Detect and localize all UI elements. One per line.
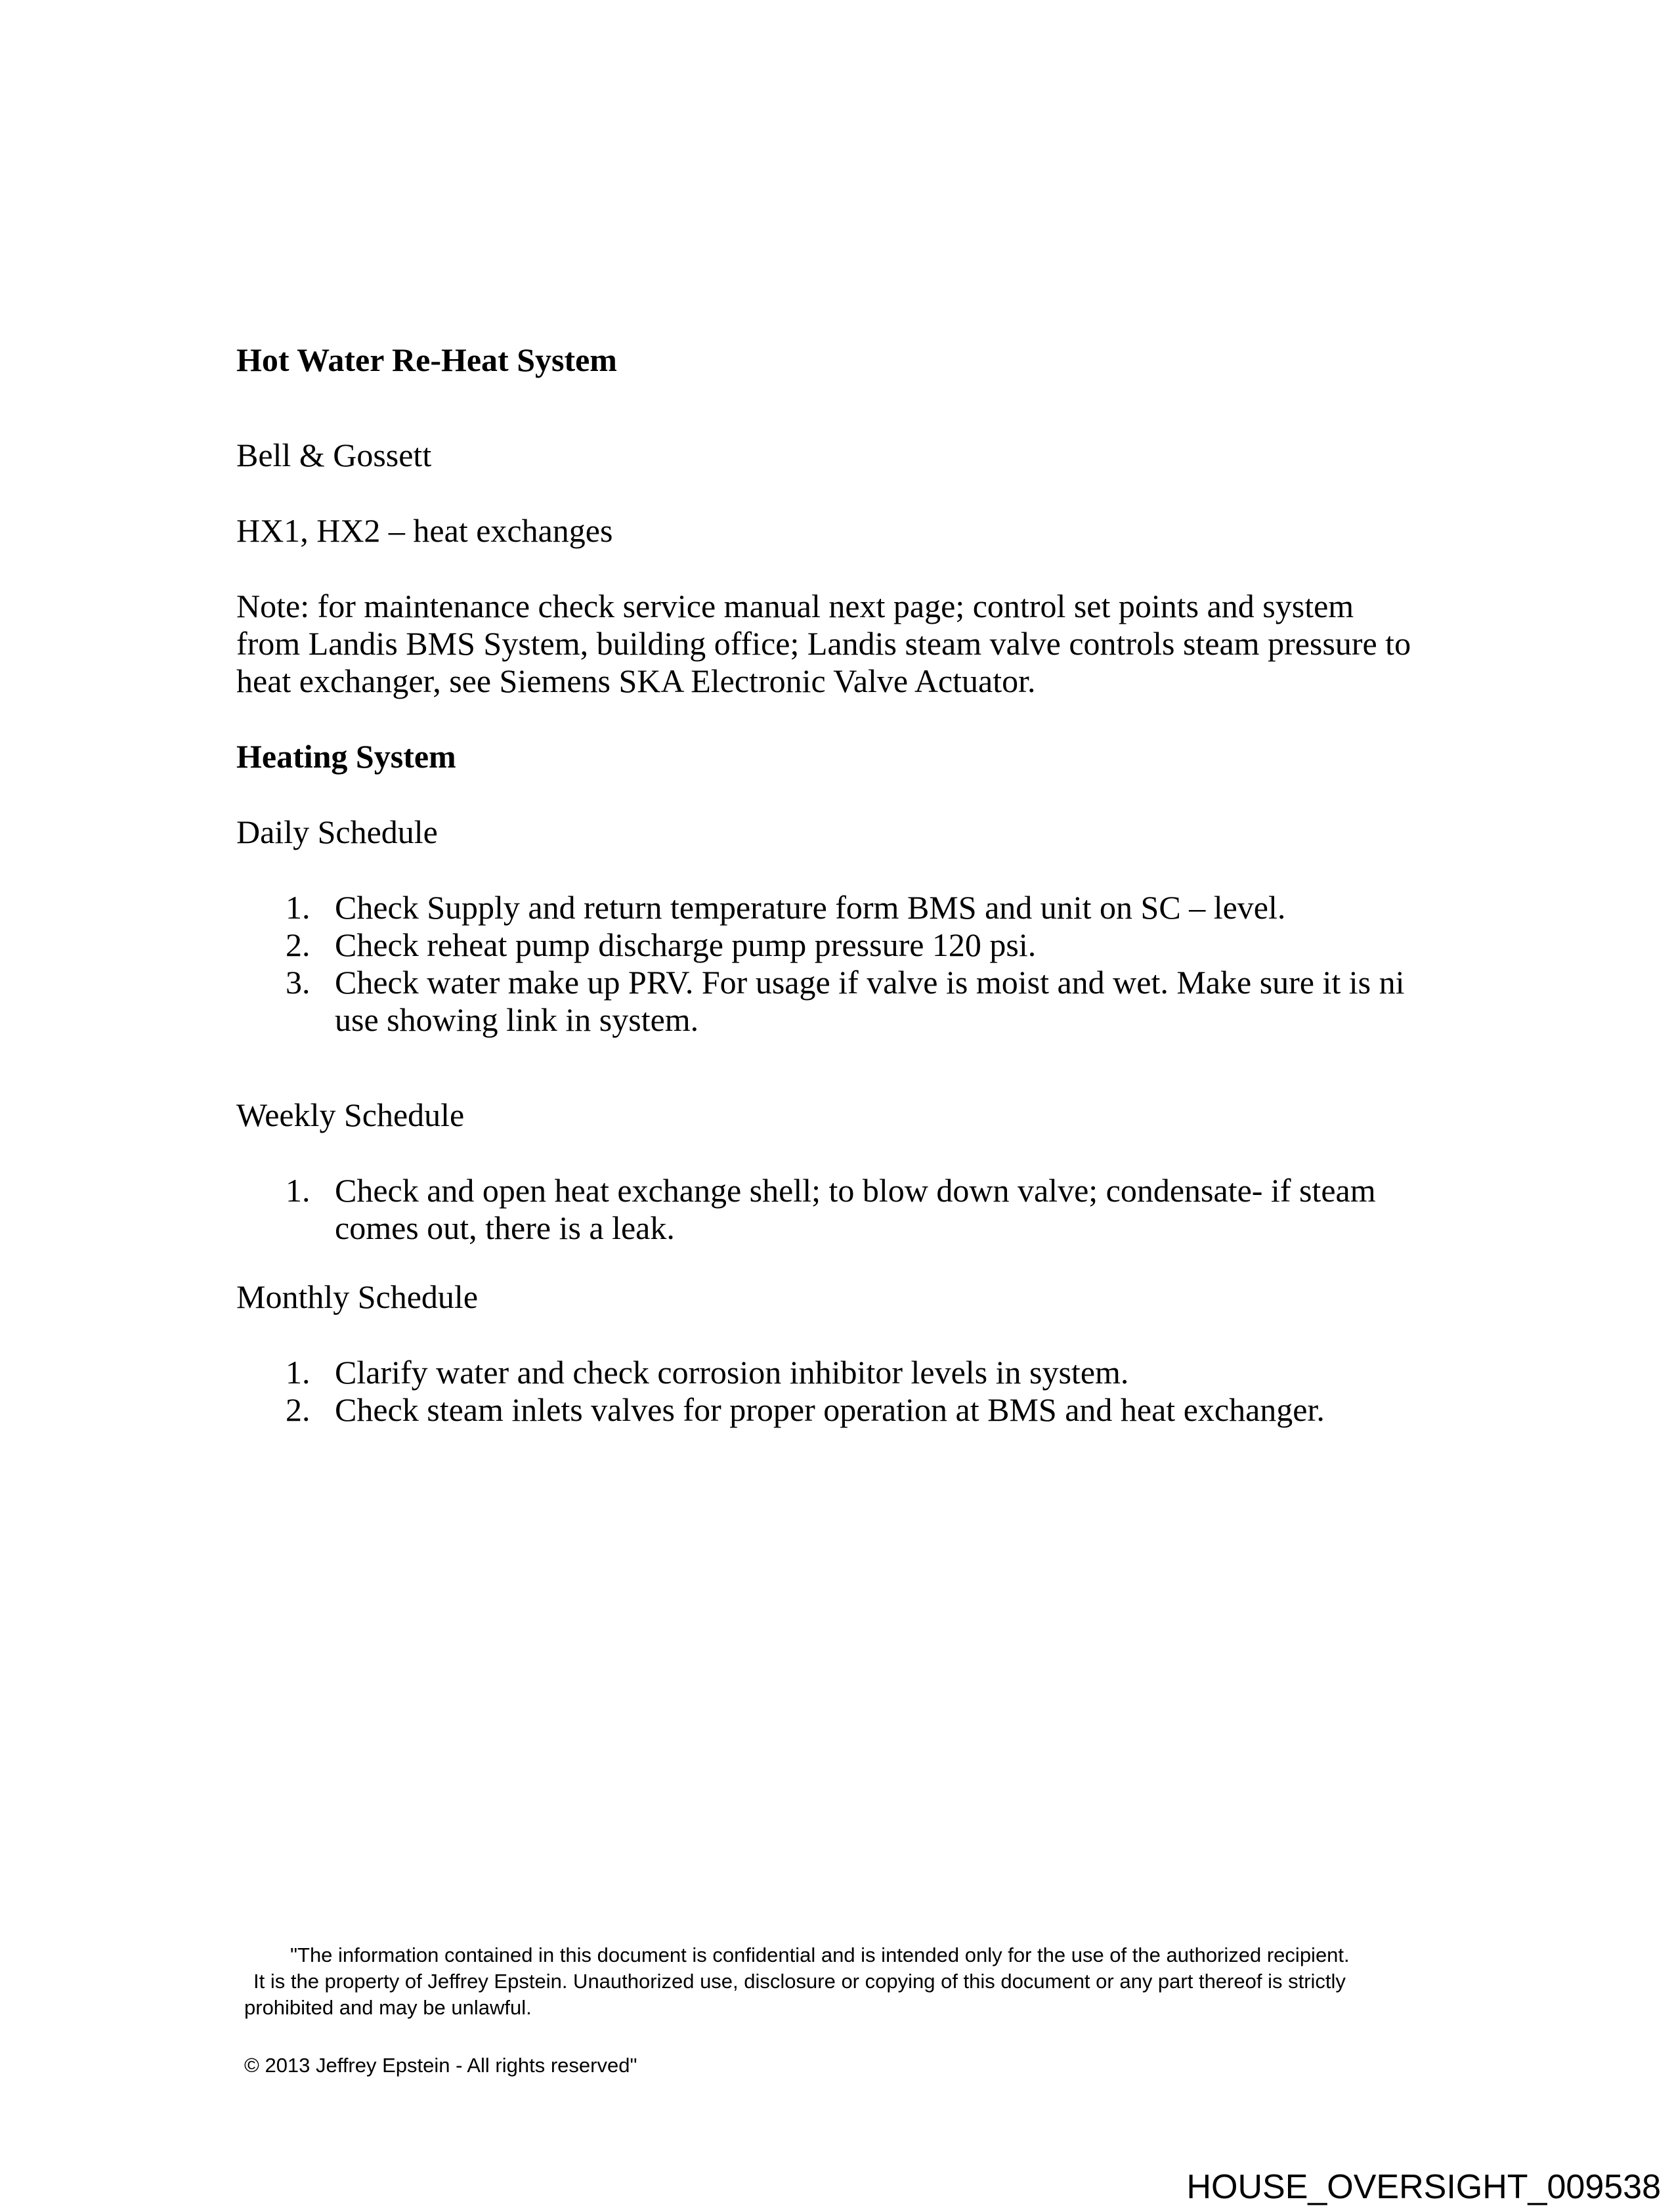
confidentiality-footer bbox=[244, 1942, 1419, 2079]
list-item-number: 1. bbox=[286, 1172, 311, 1209]
list-item-text: Check Supply and return temperature form BMS and unit on SC – level. bbox=[335, 889, 1286, 926]
list-item-text: Check steam inlets valves for proper operation at BMS and heat exchanger. bbox=[335, 1391, 1325, 1428]
list-item bbox=[236, 1354, 1470, 1391]
list-item bbox=[236, 926, 1470, 964]
list-item bbox=[236, 964, 1470, 1039]
daily-schedule-list bbox=[236, 889, 1470, 1039]
monthly-schedule-heading: Monthly Schedule bbox=[236, 1278, 479, 1315]
note-line-2: from Landis BMS System, building office; Landis steam valve controls steam pressure to bbox=[236, 625, 1411, 662]
list-item-text: Check reheat pump discharge pump pressure 120 psi. bbox=[335, 926, 1037, 963]
monthly-schedule-list bbox=[236, 1354, 1470, 1429]
heating-system-heading: Heating System bbox=[236, 738, 456, 775]
disclaimer-line-1: "The information contained in this document is confidential and is intended only for the use of the authorized recipient. bbox=[290, 1943, 1350, 1966]
equipment-line: HX1, HX2 – heat exchanges bbox=[236, 512, 613, 549]
disclaimer-line-2: It is the property of Jeffrey Epstein. Unauthorized use, disclosure or copying of this document or any part thereof is strictly bbox=[253, 1970, 1346, 1993]
weekly-schedule-list bbox=[236, 1172, 1470, 1247]
note-line-1: Note: for maintenance check service manual next page; control set points and system bbox=[236, 588, 1354, 624]
manufacturer-line: Bell & Gossett bbox=[236, 437, 432, 473]
list-item-number: 2. bbox=[286, 926, 311, 963]
note-paragraph bbox=[236, 588, 1470, 700]
copyright-line: © 2013 Jeffrey Epstein - All rights reserved" bbox=[244, 2054, 637, 2077]
disclaimer-line-3: prohibited and may be unlawful. bbox=[244, 1996, 532, 2019]
list-item-number: 3. bbox=[286, 964, 311, 1001]
list-item-number: 1. bbox=[286, 889, 311, 926]
page-title: Hot Water Re-Heat System bbox=[236, 341, 617, 378]
list-item-text: Check water make up PRV. For usage if valve is moist and wet. Make sure it is ni use showing link in system. bbox=[335, 964, 1405, 1038]
note-line-3: heat exchanger, see Siemens SKA Electronic Valve Actuator. bbox=[236, 662, 1036, 699]
list-item-number: 1. bbox=[286, 1354, 311, 1391]
list-item-text: Clarify water and check corrosion inhibitor levels in system. bbox=[335, 1354, 1129, 1391]
daily-schedule-heading: Daily Schedule bbox=[236, 813, 438, 850]
list-item-text: Check and open heat exchange shell; to blow down valve; condensate- if steam comes out, there is a leak. bbox=[335, 1172, 1376, 1246]
weekly-schedule-heading: Weekly Schedule bbox=[236, 1096, 465, 1133]
document-body bbox=[236, 341, 1470, 1467]
bates-number: HOUSE_OVERSIGHT_009538 bbox=[1186, 2168, 1661, 2206]
list-item bbox=[236, 1172, 1470, 1247]
list-item bbox=[236, 1391, 1470, 1429]
list-item bbox=[236, 889, 1470, 926]
list-item-number: 2. bbox=[286, 1391, 311, 1428]
